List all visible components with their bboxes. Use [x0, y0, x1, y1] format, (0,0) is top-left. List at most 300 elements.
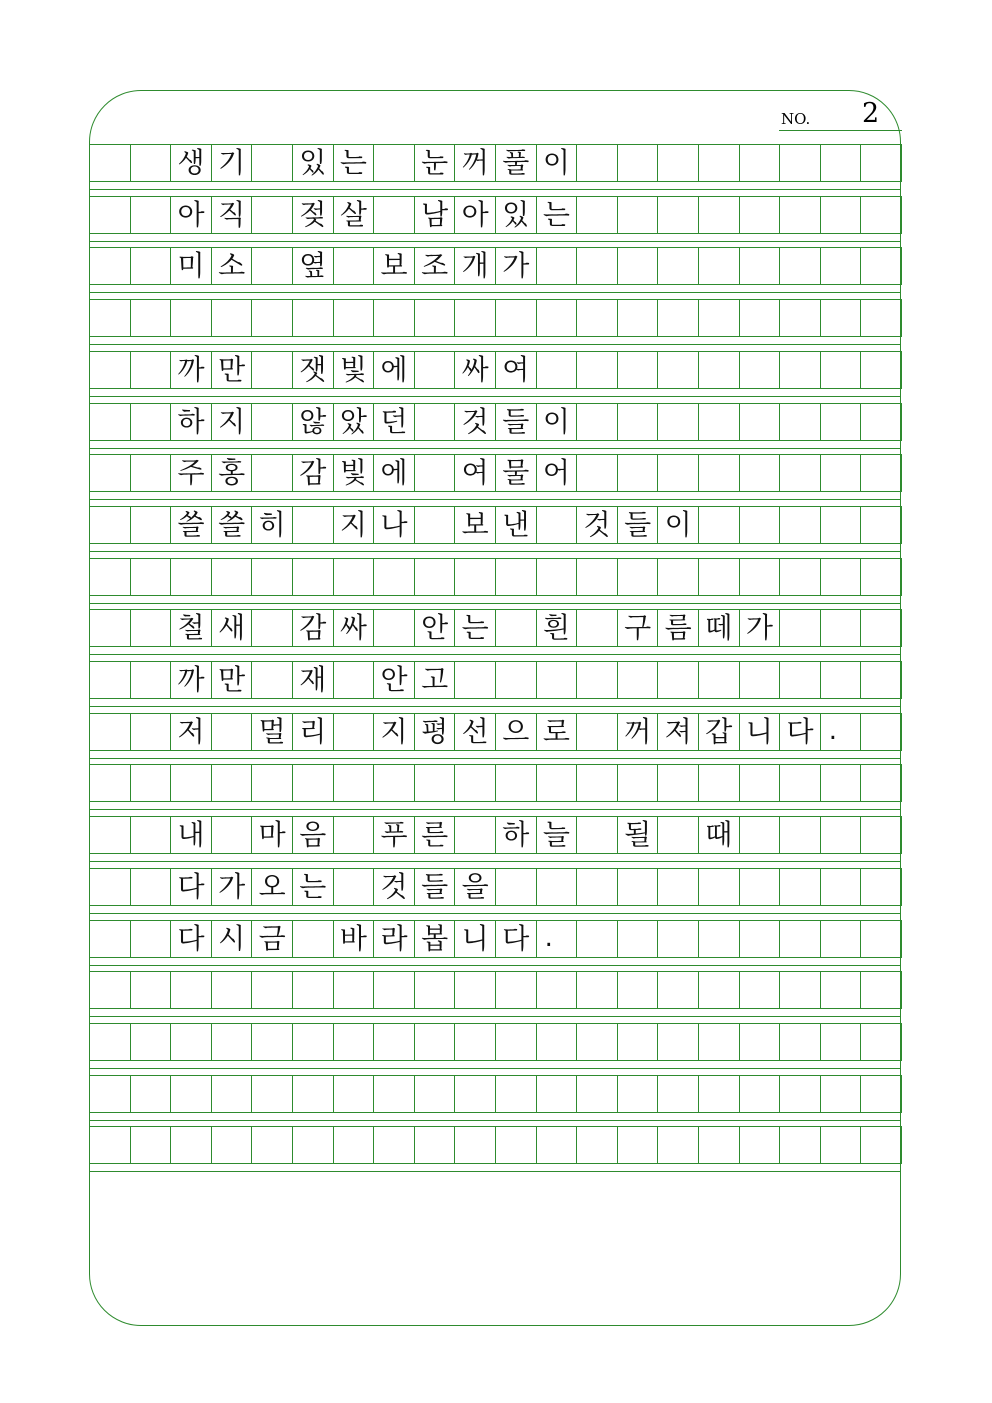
grid-cell-r1-c13: [576, 144, 618, 182]
grid-cell-r9-c15: [657, 558, 699, 596]
grid-cell-r17-c8: [373, 971, 415, 1009]
grid-cell-r2-c5: [251, 196, 293, 234]
grid-cell-r4-c19: [820, 299, 862, 337]
grid-cell-r11-c15: [657, 661, 699, 699]
grid-cell-r7-c18: [779, 454, 821, 492]
grid-cell-r2-c3: 아: [170, 196, 212, 234]
grid-cell-r15-c14: [617, 868, 659, 906]
grid-cell-r20-c20: [860, 1126, 902, 1164]
grid-cell-r7-c2: [130, 454, 172, 492]
grid-cell-r20-c16: [698, 1126, 740, 1164]
grid-cell-r13-c16: [698, 764, 740, 802]
grid-cell-r20-c13: [576, 1126, 618, 1164]
grid-cell-r12-c20: [860, 713, 902, 751]
grid-cell-r2-c7: 살: [333, 196, 375, 234]
grid-cell-r11-c2: [130, 661, 172, 699]
grid-cell-r16-c2: [130, 920, 172, 958]
grid-cell-r15-c9: 들: [414, 868, 456, 906]
grid-cell-r3-c10: 개: [454, 247, 496, 285]
grid-cell-r8-c20: [860, 506, 902, 544]
grid-cell-r7-c11: 물: [495, 454, 537, 492]
grid-cell-r18-c13: [576, 1023, 618, 1061]
grid-cell-r2-c18: [779, 196, 821, 234]
grid-cell-r2-c6: 젖: [292, 196, 334, 234]
grid-cell-r20-c11: [495, 1126, 537, 1164]
grid-cell-r15-c6: 는: [292, 868, 334, 906]
grid-cell-r5-c3: 까: [170, 351, 212, 389]
grid-cell-r16-c7: 바: [333, 920, 375, 958]
grid-cell-r19-c10: [454, 1075, 496, 1113]
grid-cell-r18-c8: [373, 1023, 415, 1061]
grid-cell-r17-c18: [779, 971, 821, 1009]
grid-cell-r16-c20: [860, 920, 902, 958]
grid-cell-r20-c14: [617, 1126, 659, 1164]
grid-cell-r4-c12: [536, 299, 578, 337]
grid-cell-r11-c9: 고: [414, 661, 456, 699]
grid-cell-r4-c16: [698, 299, 740, 337]
grid-cell-r15-c7: [333, 868, 375, 906]
grid-cell-r6-c20: [860, 403, 902, 441]
grid-cell-r8-c3: 쓸: [170, 506, 212, 544]
grid-cell-r11-c11: [495, 661, 537, 699]
grid-cell-r1-c8: [373, 144, 415, 182]
grid-cell-r19-c12: [536, 1075, 578, 1113]
row-gap-line: [89, 1016, 901, 1017]
grid-cell-r19-c4: [211, 1075, 253, 1113]
grid-cell-r9-c16: [698, 558, 740, 596]
grid-cell-r5-c14: [617, 351, 659, 389]
grid-cell-r16-c9: 봅: [414, 920, 456, 958]
grid-cell-r11-c19: [820, 661, 862, 699]
grid-cell-r17-c4: [211, 971, 253, 1009]
grid-cell-r6-c19: [820, 403, 862, 441]
grid-cell-r6-c8: 던: [373, 403, 415, 441]
grid-cell-r3-c18: [779, 247, 821, 285]
grid-cell-r17-c14: [617, 971, 659, 1009]
grid-cell-r11-c16: [698, 661, 740, 699]
grid-cell-r8-c4: 쓸: [211, 506, 253, 544]
grid-cell-r9-c1: [89, 558, 131, 596]
grid-cell-r6-c17: [739, 403, 781, 441]
grid-cell-r14-c5: 마: [251, 816, 293, 854]
grid-cell-r18-c16: [698, 1023, 740, 1061]
grid-cell-r12-c17: 니: [739, 713, 781, 751]
grid-cell-r14-c14: 될: [617, 816, 659, 854]
grid-cell-r20-c3: [170, 1126, 212, 1164]
row-gap-line: [89, 189, 901, 190]
grid-cell-r9-c18: [779, 558, 821, 596]
grid-cell-r1-c16: [698, 144, 740, 182]
grid-cell-r18-c18: [779, 1023, 821, 1061]
grid-cell-r13-c9: [414, 764, 456, 802]
grid-cell-r5-c11: 여: [495, 351, 537, 389]
grid-cell-r15-c13: [576, 868, 618, 906]
grid-cell-r10-c17: 가: [739, 609, 781, 647]
grid-cell-r9-c2: [130, 558, 172, 596]
grid-cell-r10-c19: [820, 609, 862, 647]
grid-cell-r9-c8: [373, 558, 415, 596]
grid-cell-r5-c20: [860, 351, 902, 389]
grid-cell-r18-c11: [495, 1023, 537, 1061]
grid-cell-r2-c2: [130, 196, 172, 234]
grid-cell-r13-c3: [170, 764, 212, 802]
grid-cell-r4-c8: [373, 299, 415, 337]
grid-cell-r20-c12: [536, 1126, 578, 1164]
grid-cell-r1-c20: [860, 144, 902, 182]
grid-cell-r9-c11: [495, 558, 537, 596]
grid-cell-r12-c18: 다: [779, 713, 821, 751]
row-gap-line: [89, 292, 901, 293]
grid-cell-r16-c6: [292, 920, 334, 958]
grid-cell-r14-c1: [89, 816, 131, 854]
grid-cell-r11-c5: [251, 661, 293, 699]
grid-cell-r8-c6: [292, 506, 334, 544]
grid-cell-r10-c12: 흰: [536, 609, 578, 647]
grid-cell-r12-c16: 갑: [698, 713, 740, 751]
grid-cell-r12-c9: 평: [414, 713, 456, 751]
grid-cell-r3-c14: [617, 247, 659, 285]
grid-cell-r6-c7: 았: [333, 403, 375, 441]
grid-cell-r10-c10: 는: [454, 609, 496, 647]
grid-cell-r2-c20: [860, 196, 902, 234]
grid-cell-r17-c20: [860, 971, 902, 1009]
grid-cell-r15-c12: [536, 868, 578, 906]
grid-cell-r1-c15: [657, 144, 699, 182]
grid-cell-r2-c9: 남: [414, 196, 456, 234]
grid-cell-r4-c3: [170, 299, 212, 337]
grid-cell-r16-c1: [89, 920, 131, 958]
grid-cell-r4-c1: [89, 299, 131, 337]
grid-cell-r20-c8: [373, 1126, 415, 1164]
grid-cell-r1-c4: 기: [211, 144, 253, 182]
grid-cell-r4-c7: [333, 299, 375, 337]
grid-cell-r11-c3: 까: [170, 661, 212, 699]
grid-cell-r13-c11: [495, 764, 537, 802]
grid-cell-r1-c18: [779, 144, 821, 182]
grid-cell-r13-c8: [373, 764, 415, 802]
grid-cell-r3-c3: 미: [170, 247, 212, 285]
grid-cell-r14-c12: 늘: [536, 816, 578, 854]
grid-cell-r8-c13: 것: [576, 506, 618, 544]
grid-cell-r9-c20: [860, 558, 902, 596]
row-gap-line: [89, 706, 901, 707]
row-gap-line: [89, 499, 901, 500]
row-gap-line: [89, 1171, 901, 1172]
grid-cell-r5-c16: [698, 351, 740, 389]
grid-cell-r9-c12: [536, 558, 578, 596]
grid-cell-r13-c4: [211, 764, 253, 802]
grid-cell-r7-c20: [860, 454, 902, 492]
grid-cell-r4-c2: [130, 299, 172, 337]
grid-cell-r9-c7: [333, 558, 375, 596]
grid-cell-r19-c8: [373, 1075, 415, 1113]
grid-cell-r15-c20: [860, 868, 902, 906]
grid-cell-r16-c5: 금: [251, 920, 293, 958]
grid-cell-r3-c19: [820, 247, 862, 285]
row-gap-line: [89, 758, 901, 759]
grid-cell-r3-c12: [536, 247, 578, 285]
grid-cell-r11-c8: 안: [373, 661, 415, 699]
grid-cell-r7-c9: [414, 454, 456, 492]
grid-cell-r18-c12: [536, 1023, 578, 1061]
grid-cell-r4-c6: [292, 299, 334, 337]
grid-cell-r15-c1: [89, 868, 131, 906]
grid-cell-r12-c13: [576, 713, 618, 751]
grid-cell-r6-c6: 않: [292, 403, 334, 441]
grid-cell-r6-c4: 지: [211, 403, 253, 441]
grid-cell-r17-c7: [333, 971, 375, 1009]
grid-cell-r10-c13: [576, 609, 618, 647]
grid-cell-r20-c9: [414, 1126, 456, 1164]
row-gap-line: [89, 551, 901, 552]
grid-cell-r6-c15: [657, 403, 699, 441]
grid-cell-r8-c16: [698, 506, 740, 544]
grid-cell-r15-c19: [820, 868, 862, 906]
grid-cell-r16-c12: .: [536, 920, 578, 958]
grid-cell-r13-c2: [130, 764, 172, 802]
grid-cell-r18-c10: [454, 1023, 496, 1061]
grid-cell-r8-c2: [130, 506, 172, 544]
grid-cell-r15-c18: [779, 868, 821, 906]
grid-cell-r8-c15: 이: [657, 506, 699, 544]
row-gap-line: [89, 913, 901, 914]
grid-cell-r14-c11: 하: [495, 816, 537, 854]
grid-cell-r3-c8: 보: [373, 247, 415, 285]
grid-cell-r19-c18: [779, 1075, 821, 1113]
grid-cell-r8-c1: [89, 506, 131, 544]
grid-cell-r13-c1: [89, 764, 131, 802]
grid-cell-r19-c14: [617, 1075, 659, 1113]
row-gap-line: [89, 965, 901, 966]
grid-cell-r19-c1: [89, 1075, 131, 1113]
grid-cell-r6-c10: 것: [454, 403, 496, 441]
grid-cell-r13-c17: [739, 764, 781, 802]
grid-cell-r9-c17: [739, 558, 781, 596]
grid-cell-r20-c4: [211, 1126, 253, 1164]
grid-cell-r5-c13: [576, 351, 618, 389]
grid-cell-r5-c19: [820, 351, 862, 389]
grid-cell-r19-c6: [292, 1075, 334, 1113]
grid-cell-r10-c6: 감: [292, 609, 334, 647]
grid-cell-r3-c7: [333, 247, 375, 285]
grid-cell-r3-c2: [130, 247, 172, 285]
grid-cell-r2-c16: [698, 196, 740, 234]
grid-cell-r1-c9: 눈: [414, 144, 456, 182]
grid-cell-r14-c4: [211, 816, 253, 854]
grid-cell-r9-c6: [292, 558, 334, 596]
grid-cell-r7-c10: 여: [454, 454, 496, 492]
row-gap-line: [89, 396, 901, 397]
grid-cell-r14-c19: [820, 816, 862, 854]
grid-cell-r4-c9: [414, 299, 456, 337]
grid-cell-r17-c13: [576, 971, 618, 1009]
grid-cell-r1-c6: 있: [292, 144, 334, 182]
grid-cell-r9-c9: [414, 558, 456, 596]
grid-cell-r3-c20: [860, 247, 902, 285]
grid-cell-r15-c11: [495, 868, 537, 906]
grid-cell-r6-c12: 이: [536, 403, 578, 441]
grid-cell-r12-c4: [211, 713, 253, 751]
grid-cell-r7-c4: 홍: [211, 454, 253, 492]
grid-cell-r16-c14: [617, 920, 659, 958]
grid-cell-r2-c8: [373, 196, 415, 234]
grid-cell-r4-c14: [617, 299, 659, 337]
grid-cell-r9-c19: [820, 558, 862, 596]
grid-cell-r19-c20: [860, 1075, 902, 1113]
page-number: 2: [862, 98, 880, 129]
grid-cell-r9-c10: [454, 558, 496, 596]
grid-cell-r2-c19: [820, 196, 862, 234]
grid-cell-r12-c10: 선: [454, 713, 496, 751]
grid-cell-r20-c1: [89, 1126, 131, 1164]
page-number-label: NO.: [781, 110, 811, 128]
grid-cell-r2-c14: [617, 196, 659, 234]
grid-cell-r7-c12: 어: [536, 454, 578, 492]
grid-cell-r10-c7: 싸: [333, 609, 375, 647]
grid-cell-r10-c16: 떼: [698, 609, 740, 647]
grid-cell-r20-c17: [739, 1126, 781, 1164]
grid-cell-r13-c12: [536, 764, 578, 802]
grid-cell-r5-c10: 싸: [454, 351, 496, 389]
grid-cell-r3-c9: 조: [414, 247, 456, 285]
grid-cell-r11-c13: [576, 661, 618, 699]
grid-cell-r19-c7: [333, 1075, 375, 1113]
grid-cell-r17-c19: [820, 971, 862, 1009]
grid-cell-r2-c1: [89, 196, 131, 234]
grid-cell-r7-c16: [698, 454, 740, 492]
grid-cell-r2-c13: [576, 196, 618, 234]
grid-cell-r11-c10: [454, 661, 496, 699]
grid-cell-r3-c11: 가: [495, 247, 537, 285]
grid-cell-r10-c8: [373, 609, 415, 647]
grid-cell-r10-c15: 름: [657, 609, 699, 647]
grid-cell-r8-c8: 나: [373, 506, 415, 544]
grid-cell-r17-c15: [657, 971, 699, 1009]
grid-cell-r14-c13: [576, 816, 618, 854]
grid-cell-r16-c13: [576, 920, 618, 958]
grid-cell-r1-c14: [617, 144, 659, 182]
grid-cell-r3-c15: [657, 247, 699, 285]
grid-cell-r8-c11: 낸: [495, 506, 537, 544]
grid-cell-r5-c1: [89, 351, 131, 389]
grid-cell-r7-c15: [657, 454, 699, 492]
grid-cell-r14-c9: 른: [414, 816, 456, 854]
row-gap-line: [89, 344, 901, 345]
grid-cell-r19-c15: [657, 1075, 699, 1113]
grid-cell-r6-c16: [698, 403, 740, 441]
row-gap-line: [89, 809, 901, 810]
grid-cell-r3-c17: [739, 247, 781, 285]
grid-cell-r11-c7: [333, 661, 375, 699]
grid-cell-r16-c15: [657, 920, 699, 958]
grid-cell-r4-c11: [495, 299, 537, 337]
grid-cell-r18-c3: [170, 1023, 212, 1061]
row-gap-line: [89, 1068, 901, 1069]
grid-cell-r7-c5: [251, 454, 293, 492]
grid-cell-r20-c19: [820, 1126, 862, 1164]
grid-cell-r5-c6: 잿: [292, 351, 334, 389]
grid-cell-r20-c18: [779, 1126, 821, 1164]
grid-cell-r16-c4: 시: [211, 920, 253, 958]
grid-cell-r12-c12: 로: [536, 713, 578, 751]
grid-cell-r2-c4: 직: [211, 196, 253, 234]
grid-cell-r1-c7: 는: [333, 144, 375, 182]
grid-cell-r18-c1: [89, 1023, 131, 1061]
grid-cell-r10-c11: [495, 609, 537, 647]
grid-cell-r11-c20: [860, 661, 902, 699]
row-gap-line: [89, 1120, 901, 1121]
row-gap-line: [89, 654, 901, 655]
grid-cell-r18-c17: [739, 1023, 781, 1061]
grid-cell-r3-c6: 옆: [292, 247, 334, 285]
grid-cell-r8-c14: 들: [617, 506, 659, 544]
grid-cell-r12-c1: [89, 713, 131, 751]
grid-cell-r3-c1: [89, 247, 131, 285]
grid-cell-r6-c13: [576, 403, 618, 441]
grid-cell-r20-c15: [657, 1126, 699, 1164]
grid-cell-r20-c6: [292, 1126, 334, 1164]
grid-cell-r18-c2: [130, 1023, 172, 1061]
grid-cell-r4-c15: [657, 299, 699, 337]
grid-cell-r11-c1: [89, 661, 131, 699]
grid-cell-r8-c18: [779, 506, 821, 544]
grid-cell-r5-c18: [779, 351, 821, 389]
grid-cell-r19-c2: [130, 1075, 172, 1113]
grid-cell-r20-c10: [454, 1126, 496, 1164]
grid-cell-r5-c7: 빛: [333, 351, 375, 389]
grid-cell-r2-c15: [657, 196, 699, 234]
grid-cell-r18-c6: [292, 1023, 334, 1061]
grid-cell-r5-c12: [536, 351, 578, 389]
grid-cell-r13-c10: [454, 764, 496, 802]
grid-cell-r17-c17: [739, 971, 781, 1009]
grid-cell-r19-c19: [820, 1075, 862, 1113]
grid-cell-r15-c5: 오: [251, 868, 293, 906]
grid-cell-r13-c6: [292, 764, 334, 802]
grid-cell-r15-c8: 것: [373, 868, 415, 906]
grid-cell-r17-c12: [536, 971, 578, 1009]
grid-cell-r14-c18: [779, 816, 821, 854]
grid-cell-r17-c6: [292, 971, 334, 1009]
grid-cell-r4-c5: [251, 299, 293, 337]
grid-cell-r1-c11: 풀: [495, 144, 537, 182]
grid-cell-r7-c6: 감: [292, 454, 334, 492]
grid-cell-r14-c8: 푸: [373, 816, 415, 854]
grid-cell-r10-c5: [251, 609, 293, 647]
grid-cell-r19-c11: [495, 1075, 537, 1113]
grid-cell-r11-c4: 만: [211, 661, 253, 699]
grid-cell-r4-c18: [779, 299, 821, 337]
grid-cell-r7-c1: [89, 454, 131, 492]
grid-cell-r10-c18: [779, 609, 821, 647]
grid-cell-r20-c5: [251, 1126, 293, 1164]
grid-cell-r7-c13: [576, 454, 618, 492]
grid-cell-r13-c5: [251, 764, 293, 802]
grid-cell-r16-c16: [698, 920, 740, 958]
row-gap-line: [89, 861, 901, 862]
grid-cell-r17-c9: [414, 971, 456, 1009]
grid-cell-r2-c17: [739, 196, 781, 234]
grid-cell-r15-c3: 다: [170, 868, 212, 906]
grid-cell-r12-c7: [333, 713, 375, 751]
grid-cell-r14-c2: [130, 816, 172, 854]
grid-cell-r14-c10: [454, 816, 496, 854]
grid-cell-r6-c9: [414, 403, 456, 441]
grid-cell-r5-c2: [130, 351, 172, 389]
grid-cell-r4-c4: [211, 299, 253, 337]
grid-cell-r17-c5: [251, 971, 293, 1009]
grid-cell-r20-c7: [333, 1126, 375, 1164]
